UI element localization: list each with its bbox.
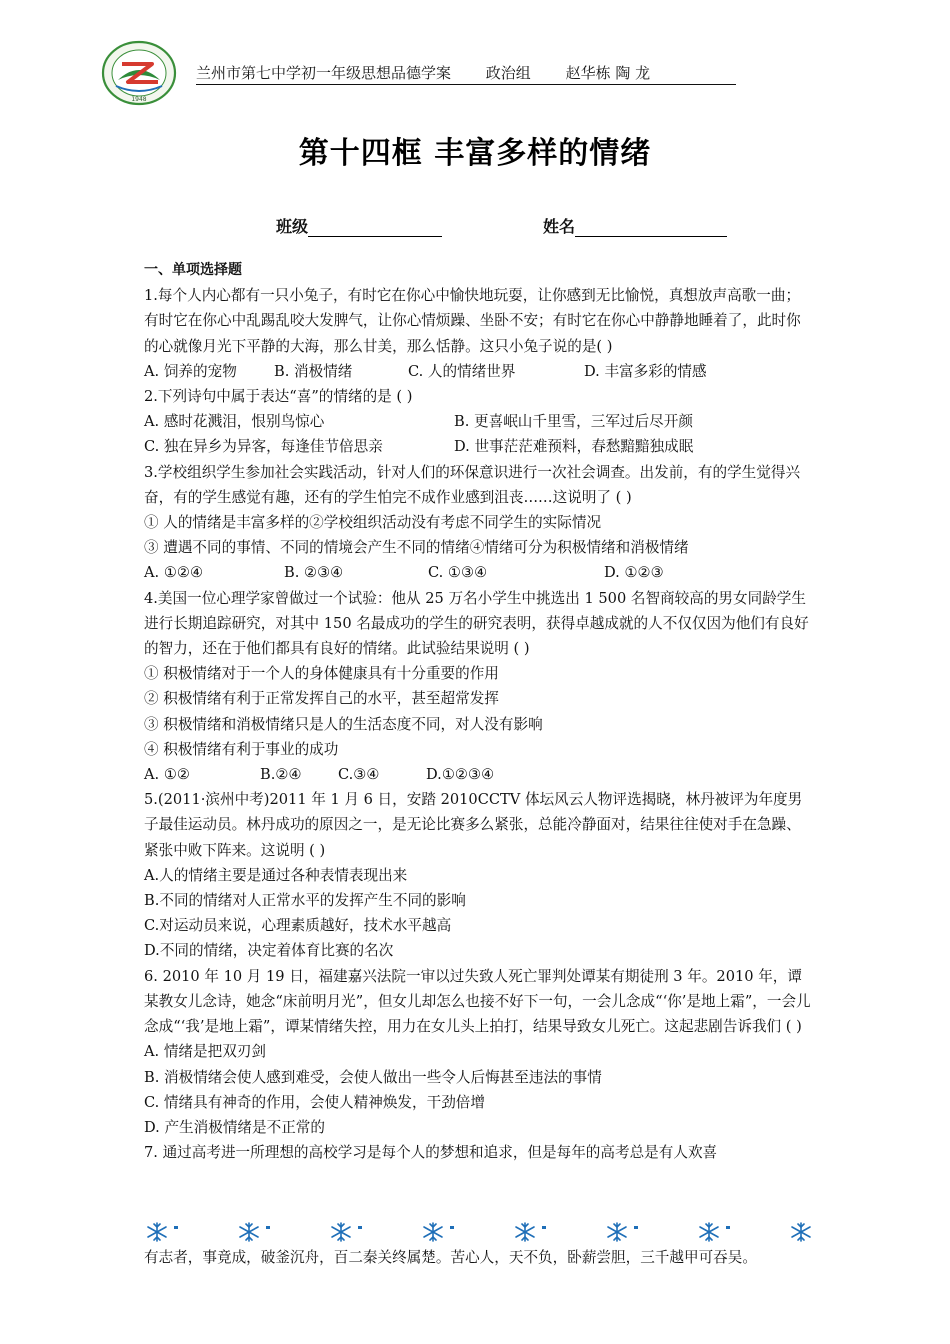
option: B. 消极情绪会使人感到难受，会使人做出一些令人后悔甚至违法的事情	[144, 1068, 602, 1086]
option: D. ①②③	[604, 564, 664, 582]
option: D.不同的情绪，决定着体育比赛的名次	[144, 942, 394, 960]
option: B.②④	[260, 766, 302, 784]
questions-body	[144, 258, 814, 1165]
question-2-options	[144, 409, 814, 434]
option: B. 更喜岷山千里雪，三军过后尽开颜	[454, 413, 693, 431]
question-2-options	[144, 434, 814, 459]
statement: ③ 积极情绪和消极情绪只是人的生活态度不同，对人没有影响	[144, 715, 543, 733]
option: B. 消极情绪	[274, 362, 353, 380]
name-blank[interactable]	[575, 220, 727, 237]
option: A.人的情绪主要是通过各种表情表现出来	[144, 866, 408, 884]
snowflake-icon	[604, 1221, 638, 1243]
question-3-stem: 3.学校组织学生参加社会实践活动，针对人们的环保意识进行一次社会调查。出发前，有的学生觉得兴奋，有的学生感觉有趣，还有的学生怕完不成作业感到沮丧……这说明了 ( )	[144, 463, 801, 506]
statement: ② 积极情绪有利于正常发挥自己的水平，甚至超常发挥	[144, 690, 499, 708]
header-group: 政治组	[485, 64, 531, 82]
footer-motto: 有志者，事竟成，破釜沉舟，百二秦关终属楚。苦心人，天不负，卧薪尝胆，三千越甲可吞吴。	[144, 1249, 757, 1266]
question-5-stem: 5.(2011·滨州中考)2011 年 1 月 6 日，安踏 2010CCTV 体坛风云人物评选揭晓，林丹被评为年度男子最佳运动员。林丹成功的原因之一，是无论比赛多么紧张，总能冷静面对，结果往往使对手在急躁、紧张中败下阵来。这说明 ( )	[144, 791, 803, 859]
snowflake-icon	[144, 1221, 178, 1243]
option: A. 感时花溅泪，恨别鸟惊心	[144, 413, 325, 431]
statement: ① 人的情绪是丰富多样的②学校组织活动没有考虑不同学生的实际情况	[144, 514, 602, 532]
option: A. ①②④	[144, 564, 204, 582]
logo-year: 1948	[131, 96, 147, 103]
name-label: 姓名	[543, 217, 576, 236]
option: A. ①②	[144, 766, 190, 784]
option: A. 饲养的宠物	[144, 362, 237, 380]
statement: ③ 遭遇不同的事情、不同的情境会产生不同的情绪④情绪可分为积极情绪和消极情绪	[144, 539, 689, 557]
option: D. 产生消极情绪是不正常的	[144, 1118, 325, 1136]
option: C. 独在异乡为异客，每逢佳节倍思亲	[144, 438, 383, 456]
option: C.对运动员来说，心理素质越好，技术水平越高	[144, 917, 452, 935]
header-authors: 赵华栋 陶 龙	[565, 64, 651, 82]
question-1-options	[144, 359, 814, 384]
statement: ① 积极情绪对于一个人的身体健康具有十分重要的作用	[144, 665, 499, 683]
snowflake-icon	[236, 1221, 270, 1243]
option: B.不同的情绪对人正常水平的发挥产生不同的影响	[144, 892, 466, 910]
option: C. 人的情绪世界	[408, 362, 516, 380]
snowflake-divider	[144, 1220, 814, 1244]
snowflake-icon	[512, 1221, 546, 1243]
option: D. 丰富多彩的情感	[584, 362, 707, 380]
question-3-options	[144, 560, 814, 585]
school-emblem-icon	[100, 40, 178, 106]
question-4-options	[144, 762, 814, 787]
snowflake-icon	[696, 1221, 730, 1243]
snowflake-icon	[328, 1221, 362, 1243]
header-school: 兰州市第七中学初一年级思想品德学案	[196, 64, 452, 82]
option: D.①②③④	[426, 766, 495, 784]
question-7-stem: 7. 通过高考进一所理想的高校学习是每个人的梦想和追求，但是每年的高考总是有人欢喜	[144, 1144, 718, 1162]
snowflake-icon	[420, 1221, 454, 1243]
statement: ④ 积极情绪有利于事业的成功	[144, 740, 339, 758]
snowflake-icon	[788, 1221, 814, 1243]
school-logo	[100, 40, 178, 106]
question-2-stem: 2.下列诗句中属于表达“喜”的情绪的是 ( )	[144, 388, 413, 406]
question-1-stem: 1.每个人内心都有一只小兔子，有时它在你心中愉快地玩耍，让你感到无比愉悦，真想放声高歌一曲；有时它在你心中乱踢乱咬大发脾气，让你心情烦躁、坐卧不安；有时它在你心中静静地睡着了，此时你的心就像月光下平静的大海，那么甘美，那么恬静。这只小兔子说的是( )	[144, 287, 801, 355]
class-blank[interactable]	[308, 220, 442, 237]
question-4-stem: 4.美国一位心理学家曾做过一个试验：他从 25 万名小学生中挑选出 1 500 名智商较高的男女同龄学生进行长期追踪研究，对其中 150 名最成功的学生的研究表明，获得卓越成就的人不仅仅因为他们有良好的智力，还在于他们都具有良好的情绪。此试验结果说明 ( )	[144, 589, 809, 658]
option: C. 情绪具有神奇的作用，会使人精神焕发，干劲倍增	[144, 1093, 485, 1111]
option: D. 世事茫茫难预料，春愁黯黯独成眠	[454, 438, 694, 456]
option: C.③④	[338, 766, 380, 784]
page-title: 第十四框 丰富多样的情绪	[298, 136, 652, 171]
section-heading: 一、单项选择题	[144, 262, 242, 278]
header-bar	[196, 62, 736, 85]
option: A. 情绪是把双刃剑	[144, 1043, 266, 1061]
class-field[interactable]	[276, 214, 442, 237]
question-6-stem: 6. 2010 年 10 月 19 日，福建嘉兴法院一审以过失致人死亡罪判处谭某有期徒刑 3 年。2010 年，谭某教女儿念诗，她念“床前明月光”，但女儿却怎么也接不好下一句，一会儿念成“‘你’是地上霜”，一会儿念成“‘我’是地上霜”，谭某情绪失控，用力在女儿头上拍打，结果导致女儿死亡。这起悲剧告诉我们 ( )	[144, 967, 811, 1036]
option: C. ①③④	[428, 564, 488, 582]
name-field[interactable]	[543, 214, 727, 237]
class-label: 班级	[276, 217, 309, 236]
option: B. ②③④	[284, 564, 344, 582]
